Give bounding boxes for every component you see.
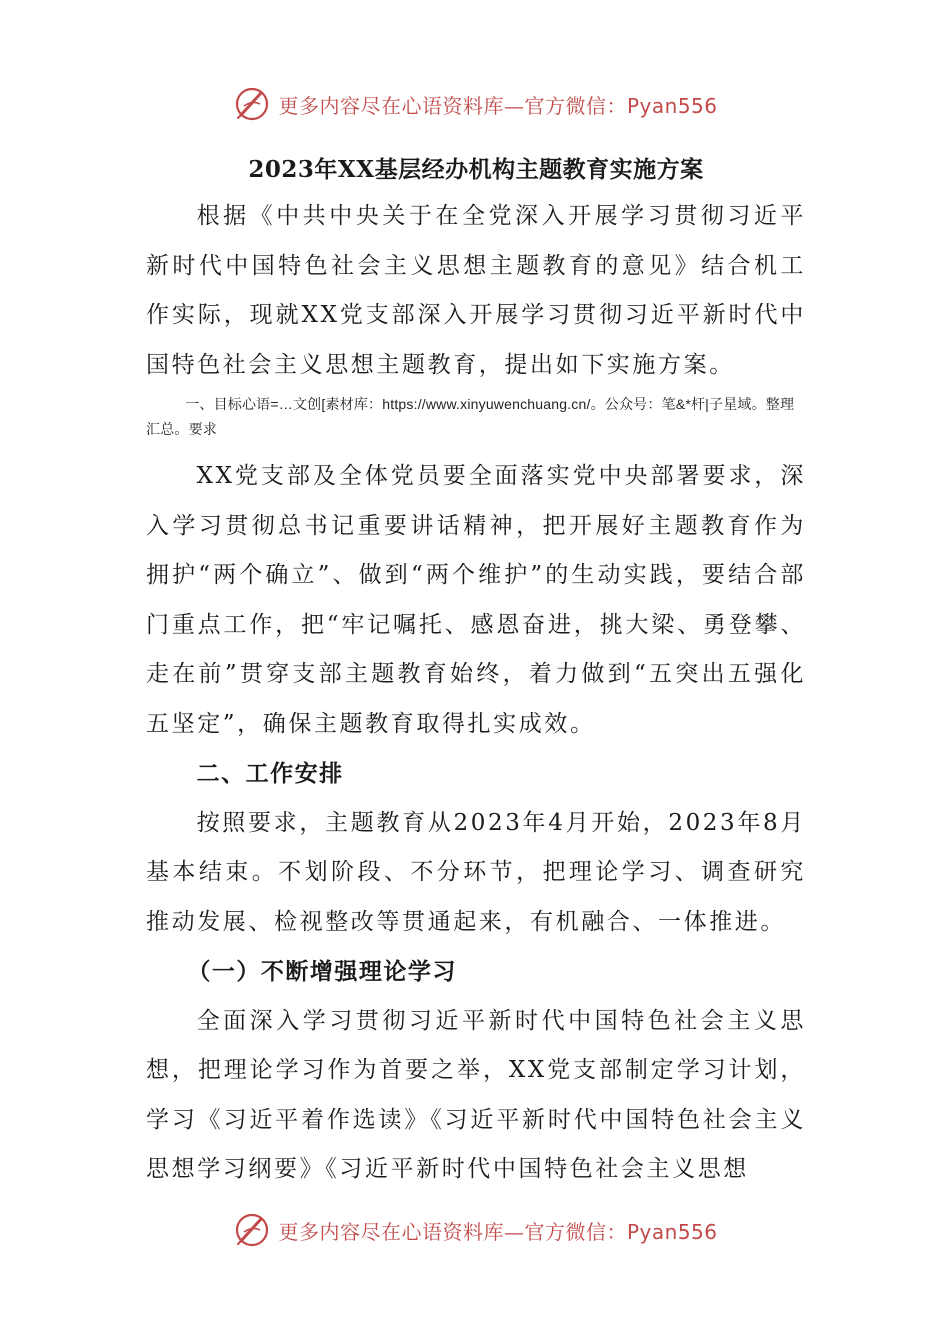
wechat-id: Pyan556 bbox=[626, 1219, 718, 1244]
pen-logo-icon bbox=[232, 1210, 272, 1250]
watermark-note: 一、目标心语=…文创[素材库：https://www.xinyuwenchuang.cn/。公众号：笔&*杆|子星域。整理汇总。要求 bbox=[146, 396, 795, 437]
document-body bbox=[146, 148, 806, 1195]
banner-text: 更多内容尽在心语资料库—官方微信：Pyan556 bbox=[278, 1219, 718, 1244]
banner-text: 更多内容尽在心语资料库—官方微信：Pyan556 bbox=[278, 93, 718, 118]
wechat-id: Pyan556 bbox=[626, 93, 718, 118]
intro-paragraph: 根据《中共中央关于在全党深入开展学习贯彻习近平新时代中国特色社会主义思想主题教育的意见》结合机工作实际，现就XX党支部深入开展学习贯彻习近平新时代中国特色社会主义思想主题教育，提出如下实施方案。 bbox=[146, 203, 806, 378]
section2-paragraph: 按照要求，主题教育从2023年4月开始，2023年8月基本结束。不划阶段、不分环节，把理论学习、调查研究推动发展、检视整改等贯通起来，有机融合、一体推进。 bbox=[146, 809, 806, 935]
footer-banner bbox=[0, 1208, 950, 1252]
subsection1-heading: （一）不断增强理论学习 bbox=[187, 958, 457, 985]
section1-paragraph: XX党支部及全体党员要全面落实党中央部署要求，深入学习贯彻总书记重要讲话精神，把开展好主题教育作为拥护“两个确立”、做到“两个维护”的生动实践，要结合部门重点工作，把“牢记嘱托、感恩奋进，挑大梁、勇登攀、走在前”贯穿支部主题教育始终，着力做到“五突出五强化五坚定”，确保主题教育取得扎实成效。 bbox=[146, 463, 806, 737]
section2-heading: 二、工作安排 bbox=[196, 760, 344, 787]
subsection1-paragraph: 全面深入学习贯彻习近平新时代中国特色社会主义思想，把理论学习作为首要之举，XX党支部制定学习计划，学习《习近平着作选读》《习近平新时代中国特色社会主义思想学习纲要》《习近平新时代中国特色社会主义思想 bbox=[146, 1007, 806, 1182]
document-title: 2023年XX基层经办机构主题教育实施方案 bbox=[248, 156, 704, 183]
pen-logo-icon bbox=[232, 84, 272, 124]
header-banner bbox=[0, 82, 950, 126]
